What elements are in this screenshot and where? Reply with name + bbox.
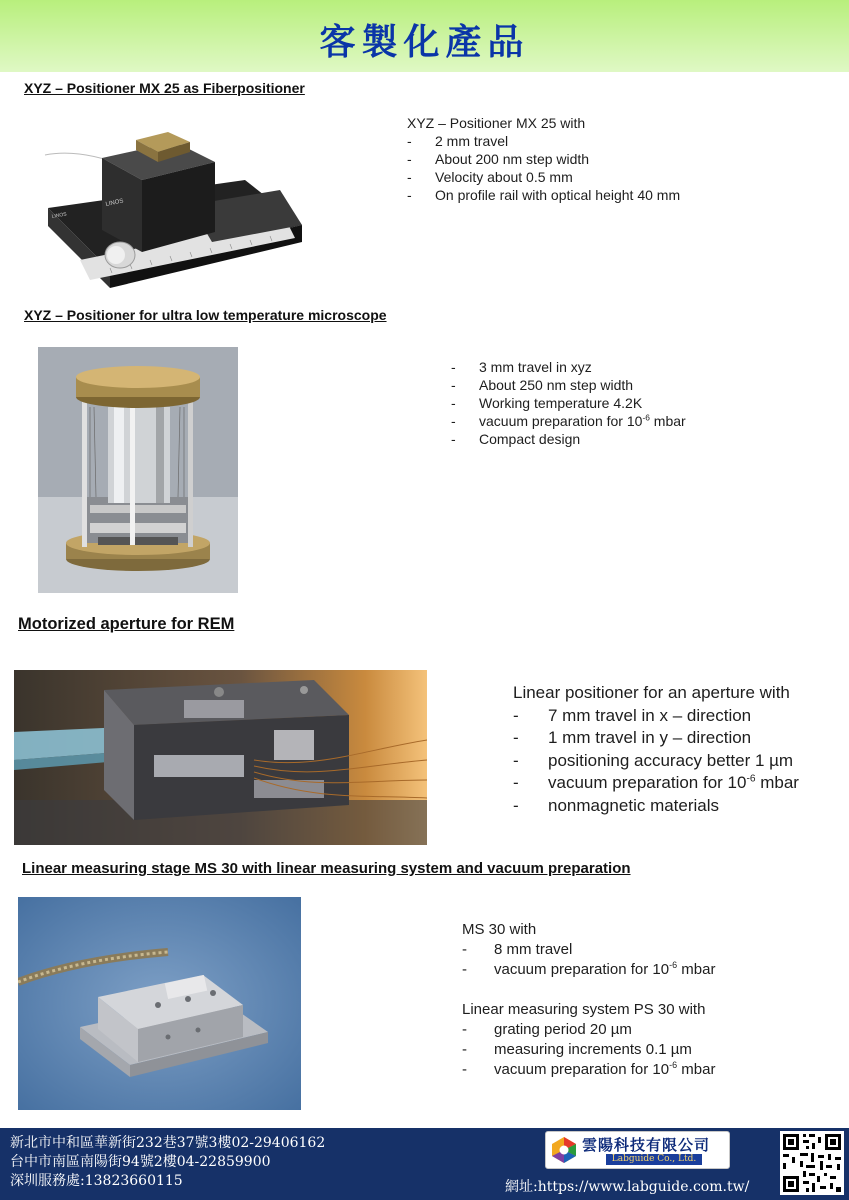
spec-ms30 — [462, 920, 715, 1080]
spec-low-temp-item: - Compact design — [451, 431, 581, 447]
spec-low-temp-item: - 3 mm travel in xyz — [451, 359, 592, 375]
photo-label-linos-top: LINOS — [105, 198, 125, 208]
photo-ms30-stage — [18, 897, 301, 1110]
spec-aperture-item: - 1 mm travel in y – direction — [513, 728, 752, 747]
spec-ps30-item: - grating period 20 µm — [462, 1021, 632, 1038]
spec-aperture-item: - 7 mm travel in x – direction — [513, 705, 752, 725]
spec-aperture-item: - vacuum preparation for $10^{-6}$ mbar — [513, 773, 799, 792]
footer-address-line: 新北市中和區華新街232巷37號3樓02-29406162 — [10, 1135, 326, 1151]
footer-address-line: 台中市南區南陽街94號2樓04-22859900 — [10, 1154, 271, 1170]
spec-ms30-item: - vacuum preparation for $10^{-6}$ mbar — [462, 960, 716, 978]
spec-ps30-lead: Linear measuring system PS 30 with — [462, 1001, 706, 1018]
spec-mx25 — [407, 114, 680, 204]
footer-address-line: 深圳服務處:13823660115 — [10, 1173, 183, 1189]
company-name: 雲陽科技有限公司 — [582, 1136, 711, 1154]
company-name-en: Labguide Co., Ltd. — [606, 1154, 702, 1165]
website-url[interactable]: 網址:https://www.labguide.com.tw/ — [505, 1179, 750, 1195]
low-temp-positioner-illustration — [38, 347, 238, 593]
section-title-mx25: XYZ – Positioner MX 25 as Fiberpositioner — [24, 80, 305, 96]
spec-aperture-item: - positioning accuracy better 1 µm — [513, 750, 794, 770]
section-title-aperture: Motorized aperture for REM — [18, 615, 235, 633]
spec-low-temp-item: - vacuum preparation for $10^{-6}$ mbar — [451, 412, 686, 429]
ms30-stage-illustration — [18, 897, 301, 1110]
photo-label-linos-base: LINOS — [51, 211, 68, 220]
mx25-positioner-illustration — [40, 110, 310, 305]
photo-motorized-aperture — [14, 670, 427, 845]
spec-mx25-item: - On profile rail with optical height 40 mm — [407, 187, 681, 203]
spec-ms30-lead: MS 30 with — [462, 921, 537, 938]
company-logo — [545, 1131, 730, 1169]
page-header — [0, 0, 849, 72]
spec-ps30-item: - measuring increments 0.1 µm — [462, 1041, 692, 1058]
photo-low-temp-positioner — [38, 347, 238, 593]
spec-aperture-lead: Linear positioner for an aperture with — [513, 683, 790, 702]
photo-mx25-positioner — [40, 110, 310, 305]
spec-mx25-item: - Velocity about 0.5 mm — [407, 169, 573, 185]
qr-code-icon — [780, 1131, 844, 1195]
spec-aperture — [513, 682, 799, 817]
footer-address — [10, 1134, 325, 1191]
spec-low-temp-item: - About 250 nm step width — [451, 377, 634, 393]
page-title: 客製化產品 — [319, 21, 530, 63]
spec-aperture-item: - nonmagnetic materials — [513, 795, 720, 815]
qr-code — [780, 1131, 844, 1195]
aperture-positioner-illustration — [14, 670, 427, 845]
spec-low-temp-item: - Working temperature 4.2K — [451, 395, 643, 411]
spec-ms30-item: - 8 mm travel — [462, 941, 573, 958]
spec-low-temp — [451, 358, 686, 448]
section-title-low-temp: XYZ – Positioner for ultra low temperature microscope — [24, 307, 387, 323]
spec-mx25-lead: XYZ – Positioner MX 25 with — [407, 115, 586, 131]
spec-mx25-item: - About 200 nm step width — [407, 151, 590, 167]
section-title-ms30: Linear measuring stage MS 30 with linear measuring system and vacuum preparation — [22, 860, 631, 877]
labguide-logo-icon — [550, 1136, 578, 1164]
spec-ps30-item: - vacuum preparation for $10^{-6}$ mbar — [462, 1060, 716, 1078]
spec-mx25-item: - 2 mm travel — [407, 133, 509, 149]
